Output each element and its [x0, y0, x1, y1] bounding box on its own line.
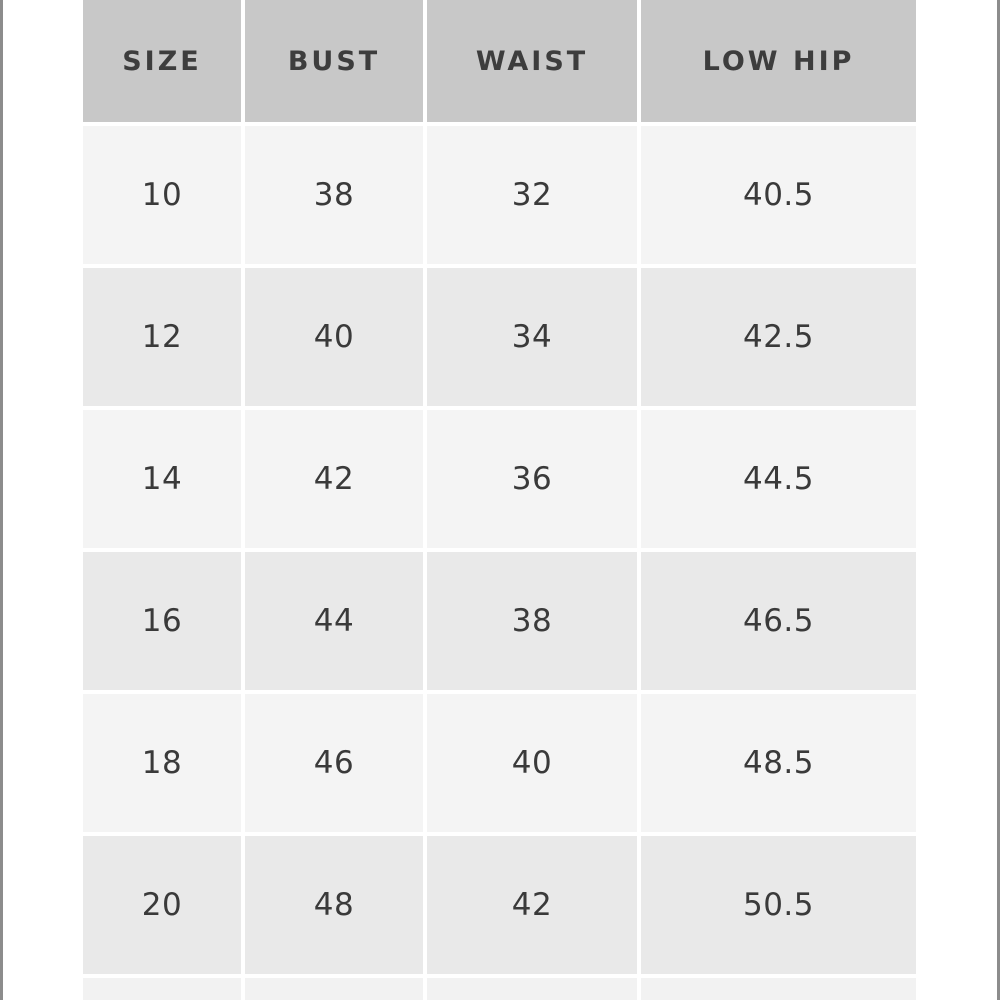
cell-cut-off	[427, 978, 637, 1000]
cell-size: 18	[83, 694, 241, 832]
cell-size: 20	[83, 836, 241, 974]
header-bust: BUST	[245, 0, 423, 122]
table-row	[83, 836, 918, 974]
table-row	[83, 126, 918, 264]
table-row	[83, 694, 918, 832]
cell-cut-off	[641, 978, 916, 1000]
header-waist: WAIST	[427, 0, 637, 122]
header-size: SIZE	[83, 0, 241, 122]
cell-bust: 42	[245, 410, 423, 548]
cell-low-hip: 40.5	[641, 126, 916, 264]
cell-cut-off	[83, 978, 241, 1000]
table-row	[83, 552, 918, 690]
size-chart-table	[83, 0, 918, 1000]
cell-bust: 38	[245, 126, 423, 264]
cell-size: 10	[83, 126, 241, 264]
table-header-row	[83, 0, 918, 122]
cell-low-hip: 42.5	[641, 268, 916, 406]
cell-low-hip: 50.5	[641, 836, 916, 974]
cell-bust: 40	[245, 268, 423, 406]
left-frame-border	[0, 0, 3, 1000]
cell-size: 14	[83, 410, 241, 548]
cell-bust: 48	[245, 836, 423, 974]
cell-waist: 34	[427, 268, 637, 406]
cell-waist: 36	[427, 410, 637, 548]
cell-bust: 44	[245, 552, 423, 690]
header-low-hip: LOW HIP	[641, 0, 916, 122]
cell-cut-off	[245, 978, 423, 1000]
cell-size: 12	[83, 268, 241, 406]
cell-waist: 42	[427, 836, 637, 974]
cell-size: 16	[83, 552, 241, 690]
cell-bust: 46	[245, 694, 423, 832]
cell-low-hip: 46.5	[641, 552, 916, 690]
cell-low-hip: 44.5	[641, 410, 916, 548]
table-row-partial	[83, 978, 918, 1000]
cell-waist: 38	[427, 552, 637, 690]
cell-low-hip: 48.5	[641, 694, 916, 832]
table-row	[83, 410, 918, 548]
table-row	[83, 268, 918, 406]
cell-waist: 32	[427, 126, 637, 264]
cell-waist: 40	[427, 694, 637, 832]
